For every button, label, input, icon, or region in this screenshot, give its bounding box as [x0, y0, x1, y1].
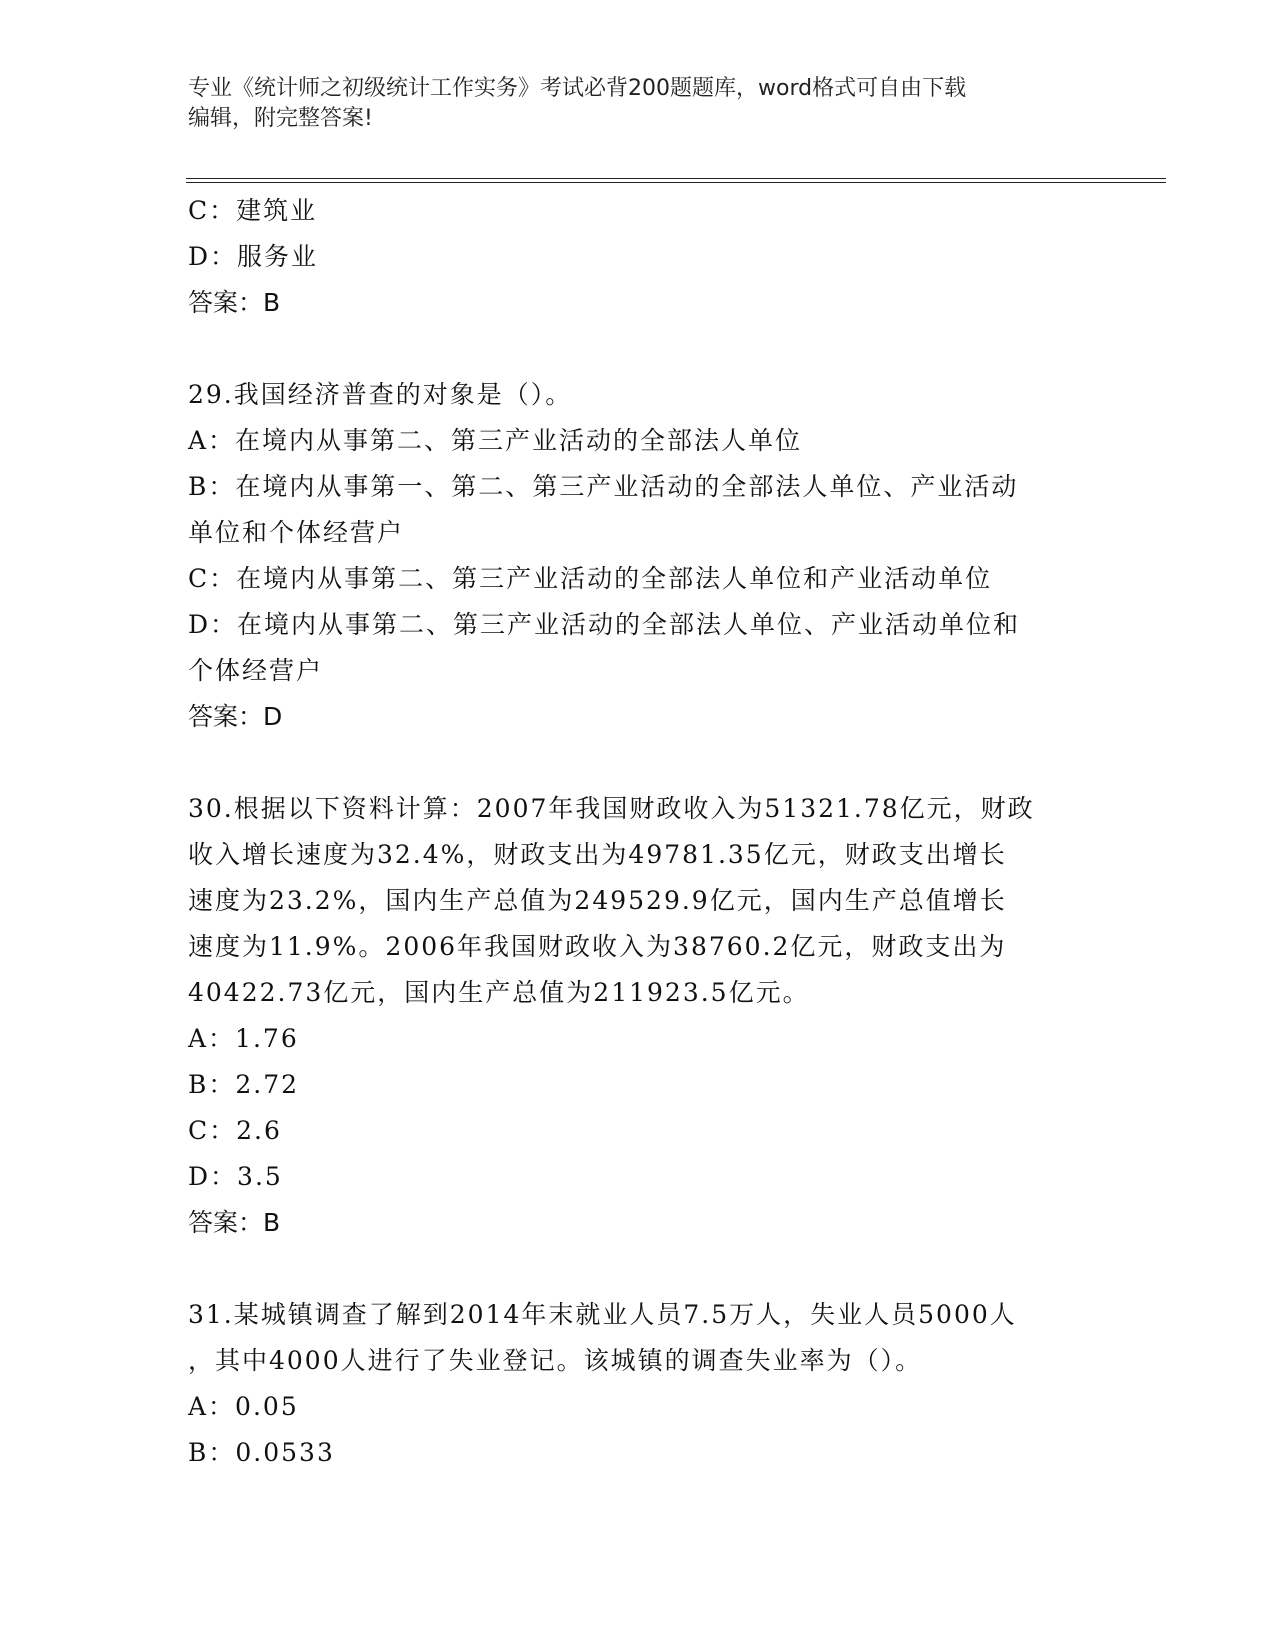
question-stem: 29.我国经济普查的对象是（）。: [188, 380, 573, 409]
option-a: A：1.76: [188, 1024, 299, 1053]
question-stem-continued: 收入增长速度为32.4%，财政支出为49781.35亿元，财政支出增长: [188, 840, 1007, 869]
spacer: [188, 1246, 1098, 1292]
option-c: C：2.6: [188, 1116, 282, 1145]
spacer: [188, 326, 1098, 372]
header-divider-bottom: [186, 182, 1166, 183]
answer: 答案：D: [188, 702, 283, 731]
header-title-line-1: 专业《统计师之初级统计工作实务》考试必背200题题库，word格式可自由下载: [188, 76, 967, 101]
document-body: [188, 188, 1098, 1476]
question-stem-continued: 速度为11.9%。2006年我国财政收入为38760.2亿元，财政支出为: [188, 932, 1007, 961]
option-d-continued: 个体经营户: [188, 656, 324, 685]
option-d: D：3.5: [188, 1162, 283, 1191]
option-a: A：在境内从事第二、第三产业活动的全部法人单位: [188, 426, 803, 455]
question-stem: 31.某城镇调查了解到2014年末就业人员7.5万人，失业人员5000人: [188, 1300, 1017, 1329]
document-header: [188, 74, 1068, 134]
question-30: [188, 786, 1098, 1246]
question-31: [188, 1292, 1098, 1476]
option-b-continued: 单位和个体经营户: [188, 518, 405, 547]
option-c: C：建筑业: [188, 196, 318, 225]
option-d: D：服务业: [188, 242, 319, 271]
option-a: A：0.05: [188, 1392, 299, 1421]
option-d: D：在境内从事第二、第三产业活动的全部法人单位、产业活动单位和: [188, 610, 1021, 639]
option-c: C：在境内从事第二、第三产业活动的全部法人单位和产业活动单位: [188, 564, 993, 593]
question-stem-continued: 速度为23.2%，国内生产总值为249529.9亿元，国内生产总值增长: [188, 886, 1007, 915]
option-b: B：2.72: [188, 1070, 300, 1099]
question-29: [188, 372, 1098, 740]
header-divider-top: [186, 178, 1166, 179]
option-b: B：在境内从事第一、第二、第三产业活动的全部法人单位、产业活动: [188, 472, 1019, 501]
question-28-tail: [188, 188, 1098, 326]
header-title-line-2: 编辑，附完整答案!: [188, 106, 373, 131]
answer: 答案：B: [188, 288, 281, 317]
spacer: [188, 740, 1098, 786]
answer: 答案：B: [188, 1208, 281, 1237]
question-stem-continued: ，其中4000人进行了失业登记。该城镇的调查失业率为（）。: [188, 1346, 923, 1375]
option-b: B：0.0533: [188, 1438, 335, 1467]
question-stem: 30.根据以下资料计算：2007年我国财政收入为51321.78亿元，财政: [188, 794, 1035, 823]
question-stem-continued: 40422.73亿元，国内生产总值为211923.5亿元。: [188, 978, 810, 1007]
